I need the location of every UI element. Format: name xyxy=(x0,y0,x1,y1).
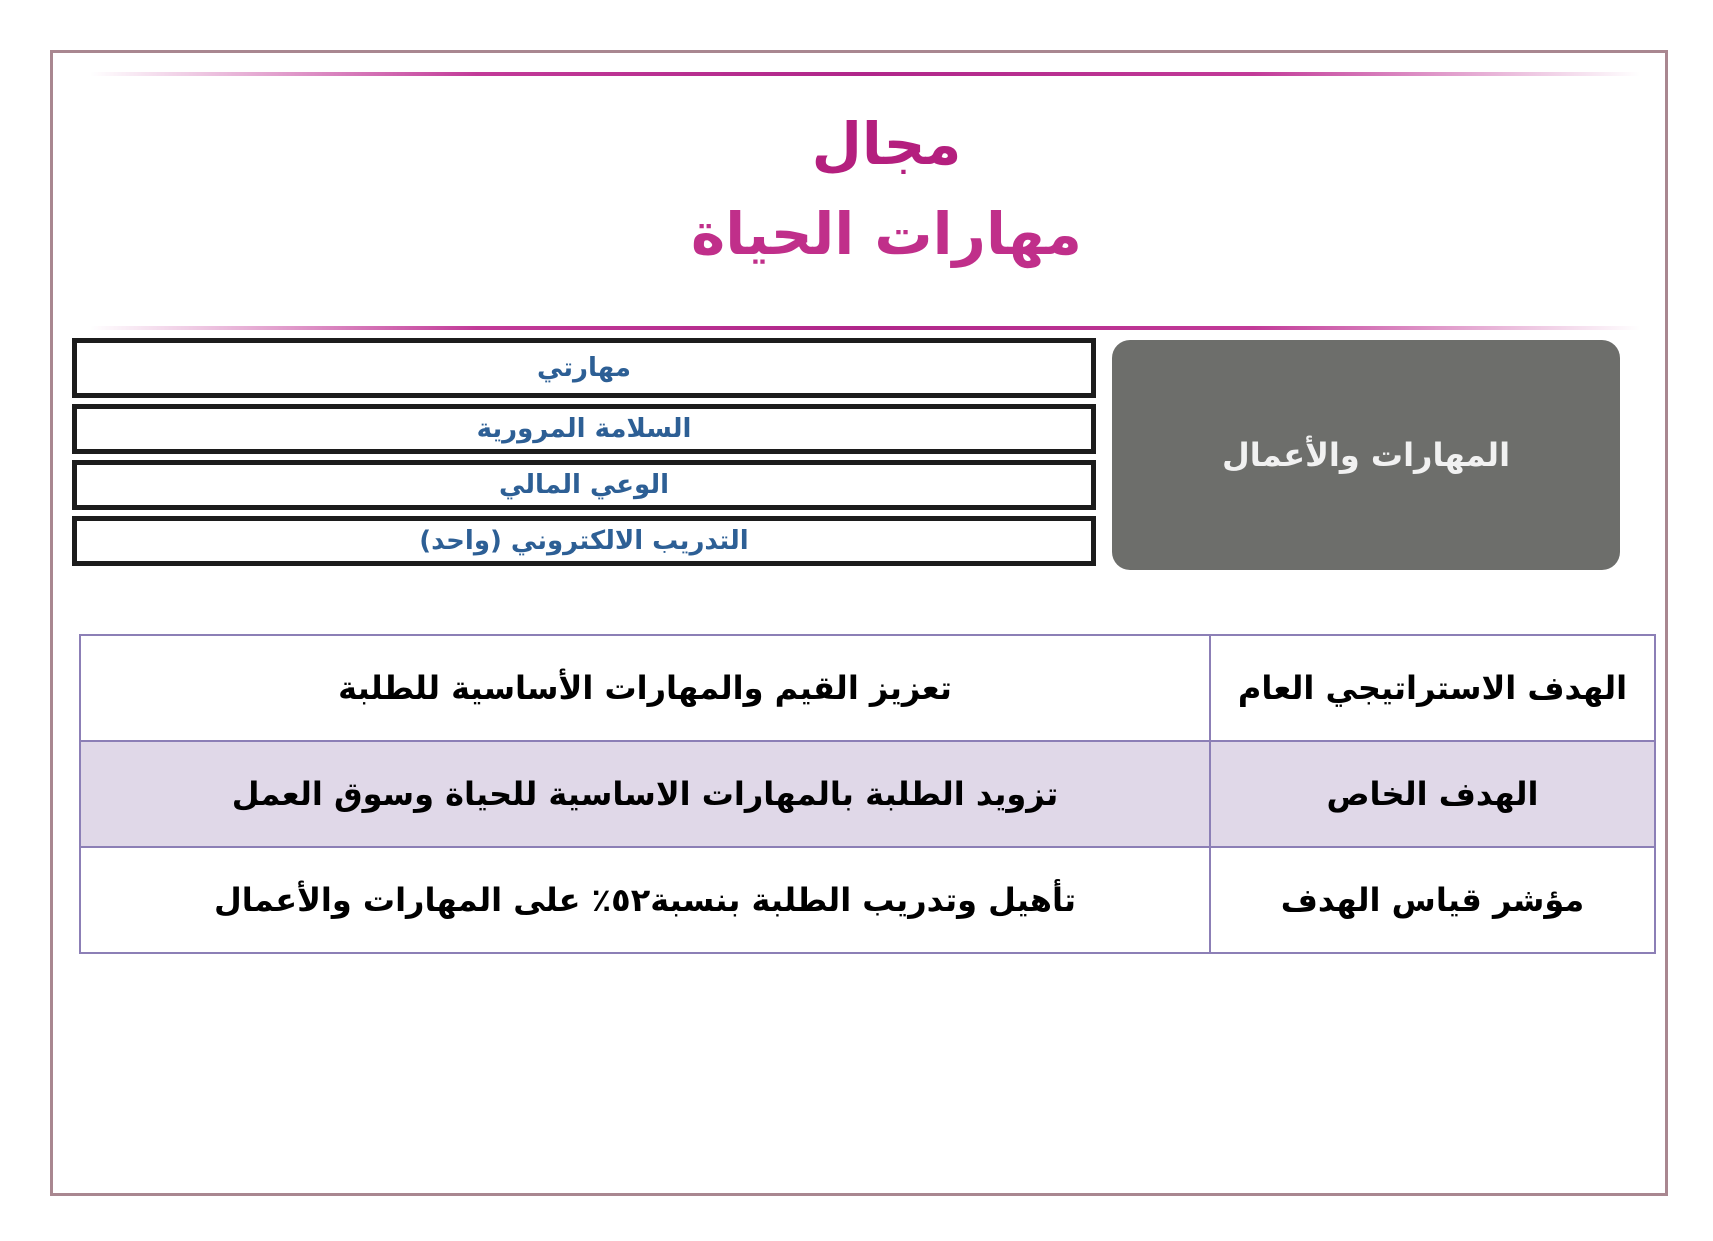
domain-subtitle: مهارات الحياة xyxy=(691,200,1082,268)
domain-title: مجال xyxy=(811,110,962,178)
table-row xyxy=(80,635,1655,741)
skill-item-e-training: التدريب الالكتروني (واحد) xyxy=(72,516,1096,566)
skills-list xyxy=(72,338,1096,572)
skill-item-traffic-safety: السلامة المرورية xyxy=(72,404,1096,454)
category-box xyxy=(1112,340,1620,570)
table-row xyxy=(80,847,1655,953)
category-label: المهارات والأعمال xyxy=(1221,436,1511,474)
skill-item-financial-awareness: الوعي المالي xyxy=(72,460,1096,510)
skill-item-my-skills: مهارتي xyxy=(72,338,1096,398)
header-bottom-rule xyxy=(90,326,1640,330)
row-value-strategic-goal: تعزيز القيم والمهارات الأساسية للطلبة xyxy=(80,635,1210,741)
goals-table xyxy=(79,634,1656,954)
row-label-goal-indicator: مؤشر قياس الهدف xyxy=(1210,847,1655,953)
header-top-rule xyxy=(90,72,1640,76)
table-row xyxy=(80,741,1655,847)
row-label-specific-goal: الهدف الخاص xyxy=(1210,741,1655,847)
row-value-goal-indicator: تأهيل وتدريب الطلبة بنسبة٥٢٪ على المهارات والأعمال xyxy=(80,847,1210,953)
row-label-strategic-goal: الهدف الاستراتيجي العام xyxy=(1210,635,1655,741)
row-value-specific-goal: تزويد الطلبة بالمهارات الاساسية للحياة وسوق العمل xyxy=(80,741,1210,847)
